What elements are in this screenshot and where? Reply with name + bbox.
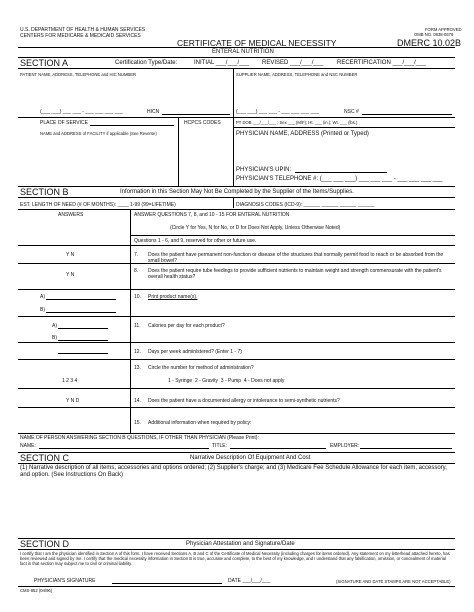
divider: [18, 407, 455, 408]
answering-title-field[interactable]: [230, 443, 326, 449]
section-d-label: SECTION D: [20, 539, 70, 549]
form-subtitle: ENTERAL NUTRITION: [212, 49, 274, 55]
q7-answer[interactable]: Y N: [66, 252, 75, 258]
answers-column-divider: [130, 209, 131, 433]
divider: [18, 57, 455, 58]
length-of-need-field[interactable]: EST. LENGTH OF NEED (# OF MONTHS): ____ 1-99 (99=LIFETIME): [20, 202, 176, 208]
divider: [18, 245, 455, 246]
q14-number: 14.: [134, 398, 141, 404]
q15-text: Additional information when required by policy:: [148, 420, 252, 426]
divider: [18, 463, 455, 464]
q13-answer[interactable]: 1 2 3 4: [62, 378, 78, 384]
divider: [18, 433, 455, 434]
q12-number: 12.: [134, 349, 141, 355]
circle-instructions: (Circle Y for Yes, N for No, or D for Does Not Apply, Unless Otherwise Noted): [170, 225, 341, 231]
questions-header: ANSWER QUESTIONS 7, 8, and 10 - 15 FOR ENTERAL NUTRITION: [134, 212, 290, 218]
divider: [18, 452, 455, 453]
divider: [233, 197, 234, 208]
q13-text: Circle the number for method of administration?: [148, 365, 254, 371]
divider: [18, 186, 455, 187]
physician-name-label: PHYSICIAN NAME, ADDRESS (Printed or Typed): [236, 131, 369, 137]
q15-answer-field[interactable]: [20, 410, 128, 432]
patient-dob-sex-height-weight[interactable]: PT DOB ___/___/___ ; Sex ___ (M/F); Ht. ___ (in.); Wt. ___ (lbs.): [236, 120, 358, 125]
physician-upin-field[interactable]: [295, 167, 387, 173]
hcpcs-codes-label: HCPCS CODES: [184, 120, 221, 126]
physician-upin-label: PHYSICIAN'S UPIN:: [236, 167, 292, 173]
divider: [18, 549, 455, 550]
q12-answer[interactable]: [58, 348, 108, 354]
form-title: CERTIFICATE OF MEDICAL NECESSITY: [177, 38, 337, 48]
facility-label: NAME and ADDRESS of FACILITY if applicable (See Reverse): [40, 131, 157, 136]
nsc-label: NSC #: [344, 109, 359, 115]
q14-answer[interactable]: Y N D: [66, 398, 80, 404]
q11-answer-b[interactable]: B): [52, 335, 108, 341]
physician-name-field[interactable]: [236, 139, 452, 164]
q11-number: 11.: [134, 323, 141, 329]
place-of-service-field[interactable]: [90, 120, 174, 126]
section-b-label: SECTION B: [20, 187, 69, 197]
divider: [18, 586, 455, 587]
reserved-note: Questions 1 - 6, and 9, reserved for other or future use.: [134, 238, 257, 244]
divider: [18, 117, 455, 118]
hicn-label: HICN: [147, 109, 160, 115]
form-code: CMS-852 (04/96): [20, 588, 53, 593]
answers-header: ANSWERS: [58, 212, 84, 218]
divider: [18, 263, 455, 264]
form-number: DMERC 10.02B: [397, 38, 462, 48]
physician-phone-field[interactable]: PHYSICIAN'S TELEPHONE #: (___ ___ ___) ___ ___ ___ - ___ ___ ___ ___: [236, 176, 443, 182]
answering-name-field[interactable]: [39, 443, 209, 449]
q14-text: Does the patient have a documented allergy or intolerance to semi-synthetic nutrients?: [148, 398, 340, 404]
divider: [18, 359, 455, 360]
patient-info-label: PATIENT NAME, ADDRESS, TELEPHONE and HIC NUMBER: [20, 72, 137, 77]
divider: [178, 117, 179, 186]
divider: [18, 209, 455, 210]
hcpcs-codes-field[interactable]: [181, 128, 231, 184]
recert-date-field[interactable]: RECERTIFICATION ___/___/___: [337, 60, 426, 66]
patient-info-field[interactable]: [20, 80, 230, 105]
supplier-info-field[interactable]: [236, 80, 452, 105]
q10-answer-b[interactable]: B): [40, 307, 116, 313]
hicn-field[interactable]: [162, 109, 230, 115]
q11-text: Calories per day for each product?: [148, 323, 225, 329]
q10-number: 10.: [134, 294, 141, 300]
agency-name: CENTERS FOR MEDICARE & MEDICAID SERVICES: [20, 33, 141, 39]
answering-employer-field[interactable]: [360, 443, 452, 449]
divider: [233, 127, 455, 128]
divider: [18, 197, 455, 198]
q8-answer[interactable]: Y N: [66, 272, 75, 278]
physician-signature-field[interactable]: [112, 578, 222, 584]
signature-label: PHYSICIAN'S SIGNATURE: [34, 578, 96, 584]
signature-date-field[interactable]: DATE ___/___/___: [228, 578, 271, 584]
q13-number: 13.: [134, 365, 141, 371]
header-rule: [18, 47, 455, 48]
divider: [130, 235, 455, 236]
place-of-service-label: PLACE OF SERVICE: [40, 120, 88, 126]
section-b-note: Information in this Section May Not Be Completed by the Supplier of the Items/Supplies.: [120, 189, 354, 195]
divider: [18, 316, 455, 317]
q11-answer-a[interactable]: A): [52, 323, 108, 329]
q8-text: Does the patient require tube feedings to provide sufficient nutrients to maintain weight and strength commensurate with the patient's overall health status?: [148, 268, 442, 280]
title-label: TITLE:: [212, 443, 228, 449]
employer-label: EMPLOYER:: [330, 443, 360, 449]
q12-text: Days per week administered? (Enter 1 - 7): [148, 349, 242, 355]
supplier-phone-field[interactable]: (___ ___) ___ ___ - ___ ___ ___ ___: [236, 109, 319, 115]
section-c-title: Narrative Description Of Equipment And Cost: [190, 455, 311, 461]
initial-date-field[interactable]: INITIAL ___/___/___: [194, 60, 250, 66]
q7-text: Does the patient have permanent non-function or disease of the structures that normally permit food to reach or be absorbed from the small bowel?: [148, 252, 444, 264]
q15-number: 15.: [134, 420, 141, 426]
q7-number: 7.: [134, 252, 139, 258]
attestation-text: I certify that I am the physician identified in Section A of this form. I have received Sections A, B and C of the Certificate of Medical Necessity (including charges for items ordered). Any statement on my letterhead attached hereto, has been reviewed and signed by me. I certify that the medical necessity information in Section B is true, accurate and complete, to the best of my knowledge, and I understand that any falsification, omission, or concealment of material fact in that section may subject me to civil or criminal liability.: [20, 551, 450, 567]
section-d-title: Physician Attestation and Signature/Date: [186, 541, 295, 547]
revised-date-field[interactable]: REVISED ___/___/___: [262, 60, 324, 66]
divider: [18, 342, 455, 343]
divider: [18, 289, 455, 290]
supplier-info-label: SUPPLIER NAME, ADDRESS, TELEPHONE and NSC NUMBER: [236, 72, 358, 77]
section-a-label: SECTION A: [20, 58, 69, 68]
q10-answer-a[interactable]: A): [40, 294, 116, 300]
nsc-field[interactable]: [362, 109, 452, 115]
divider: [18, 388, 455, 389]
divider: [18, 68, 455, 69]
diagnosis-codes-field[interactable]: DIAGNOSIS CODES (ICD-9): ______ ______ ______ ______: [236, 202, 375, 208]
stamp-notice: (SIGNATURE AND DATE STAMPS ARE NOT ACCEPTABLE): [336, 579, 451, 584]
cert-type-label: Certification Type/Date:: [115, 60, 178, 66]
section-c-narrative-field[interactable]: [20, 482, 452, 536]
form-approved-label: FORM APPROVED: [425, 27, 462, 32]
department-name: U.S. DEPARTMENT OF HEALTH & HUMAN SERVICES: [20, 27, 146, 33]
name-label: NAME:: [20, 443, 36, 449]
section-c-label: SECTION C: [20, 453, 70, 463]
patient-phone-field[interactable]: (___ ___) ___ ___ - ___ ___ ___ ___: [40, 109, 123, 115]
divider: [18, 538, 455, 539]
facility-field[interactable]: [20, 143, 176, 183]
q13-options: 1 - Syringe 2 - Gravity 3 - Pump 4 - Does not apply: [168, 378, 285, 384]
q10-text: Print product name(s).: [148, 294, 198, 300]
q8-number: 8.: [134, 268, 139, 274]
section-c-instructions: (1) Narrative description of all items, accessories and options ordered; (2) Supplier's charge; and (3) Medicare Fee Schedule Allowance for each item, accessory, and option. (See Instructions On Back): [20, 465, 447, 478]
omb-number: OMB NO. 0938-0679: [414, 32, 454, 37]
answering-person-label: NAME OF PERSON ANSWERING SECTION B QUESTIONS, IF OTHER THAN PHYSICIAN (Please Print):: [20, 435, 259, 441]
